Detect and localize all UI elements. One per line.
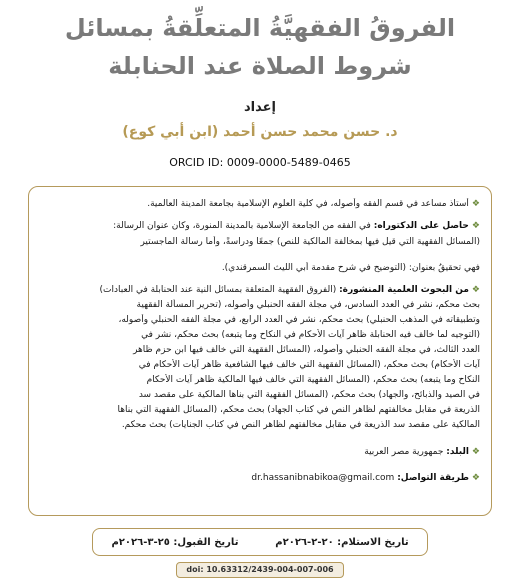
research-line: وتطبيقاته في المذهب الحنبلي) بحث محكم، نشر في العدد الرابع، في مجلة الفقه الحنبلي وأصوله، xyxy=(118,315,480,325)
paper-title-line2: شروط الصلاة عند الحنابلة xyxy=(108,52,412,80)
received-date: تاريخ الاستلام: ٢٠-٢-٢٠٢٦م xyxy=(275,536,409,548)
bio-position: ❖أستاذ مساعد في قسم الفقه وأصوله، في كلية العلوم الإسلامية بجامعة المدينة العالمية. xyxy=(147,199,480,209)
dates-box xyxy=(92,528,428,556)
research-line: آيات الأحكام) بحث محكم، (المسائل الفقهية التي خالف فيها الشافعية ظاهر آيات الأحكام في xyxy=(138,360,480,370)
research-line: النكاح وما يتبعه) بحث محكم، (المسائل الفقهية التي خالف فيها المالكية ظاهر آيات الأحكام xyxy=(146,375,480,385)
bio-contact: ❖طريقة التواصل: dr.hassanibnabikoa@gmail.com xyxy=(251,473,480,483)
bio-country: ❖البلد: جمهورية مصر العربية xyxy=(364,447,480,457)
bullet-icon: ❖ xyxy=(471,199,480,209)
bio-doctorate-line2: (المسائل الفقهية التي قيل فيها بمخالفة المالكية للنص) جمعًا ودراسةً، وأما رسالة الماجستير xyxy=(140,237,480,247)
research-line: العدد الثالث، في مجلة الفقه الحنبلي وأصوله، (المسائل الفقهية التي خالف فيها ابن حزم ظاهر xyxy=(133,345,480,355)
accepted-date: تاريخ القبول: ٢٥-٣-٢٠٢٦م xyxy=(111,536,239,548)
bullet-icon: ❖ xyxy=(471,447,480,457)
bullet-icon: ❖ xyxy=(471,285,480,295)
prepared-by-label: إعداد xyxy=(244,100,276,115)
author-name: د. حسن محمد حسن أحمد (ابن أبي كوع) xyxy=(122,124,398,140)
bullet-icon: ❖ xyxy=(471,221,480,231)
paper-title-line1: الفروقُ الفقهيَّةُ المتعلِّقةُ بمسائل xyxy=(64,14,456,42)
research-line: في الصيد والذبائح، والجهاد) بحث محكم، (المسائل الفقهية التي بناها المالكية على مقصد سد xyxy=(138,390,480,400)
orcid-id[interactable]: ORCID ID: 0009-0000-5489-0465 xyxy=(169,156,351,169)
bio-research: ❖من البحوث العلمية المنشورة: (الفروق الفقهية المتعلقة بمسائل النية عند الحنابلة في العبادات) xyxy=(99,285,480,295)
research-line: بحث محكم، نشر في العدد السادس، في مجلة الفقه الحنبلي وأصوله، (تحرير المسألة الفقهية xyxy=(136,300,480,310)
doi-badge[interactable]: doi: 10.63312/2439-004-007-006 xyxy=(176,562,344,578)
research-line: المالكية على مقصد سد الذريعة في مقابل مخالفتهم لظاهر النص في كتاب الجنايات) بحث محكم. xyxy=(121,420,480,430)
email-link[interactable]: dr.hassanibnabikoa@gmail.com xyxy=(251,473,395,483)
bio-doctorate-line3: فهي تحقيقُ بعنوان: (التوضيح في شرح مقدمة أبي الليث السمرقندي). xyxy=(221,263,480,273)
bio-doctorate: ❖حاصل على الدكتوراه: في الفقه من الجامعة الإسلامية بالمدينة المنورة، وكان عنوان الرسالة: xyxy=(113,221,480,231)
research-line: (التوجيه لما خالف فيه الحنابلة ظاهر آيات الأحكام في النكاح وما يتبعه) بحث محكم، نشر في xyxy=(141,330,480,340)
bullet-icon: ❖ xyxy=(471,473,480,483)
research-line: الذريعة في مقابل مخالفتهم لظاهر النص في كتاب الجهاد) بحث محكم، (المسائل الفقهية التي بناها xyxy=(117,405,480,415)
